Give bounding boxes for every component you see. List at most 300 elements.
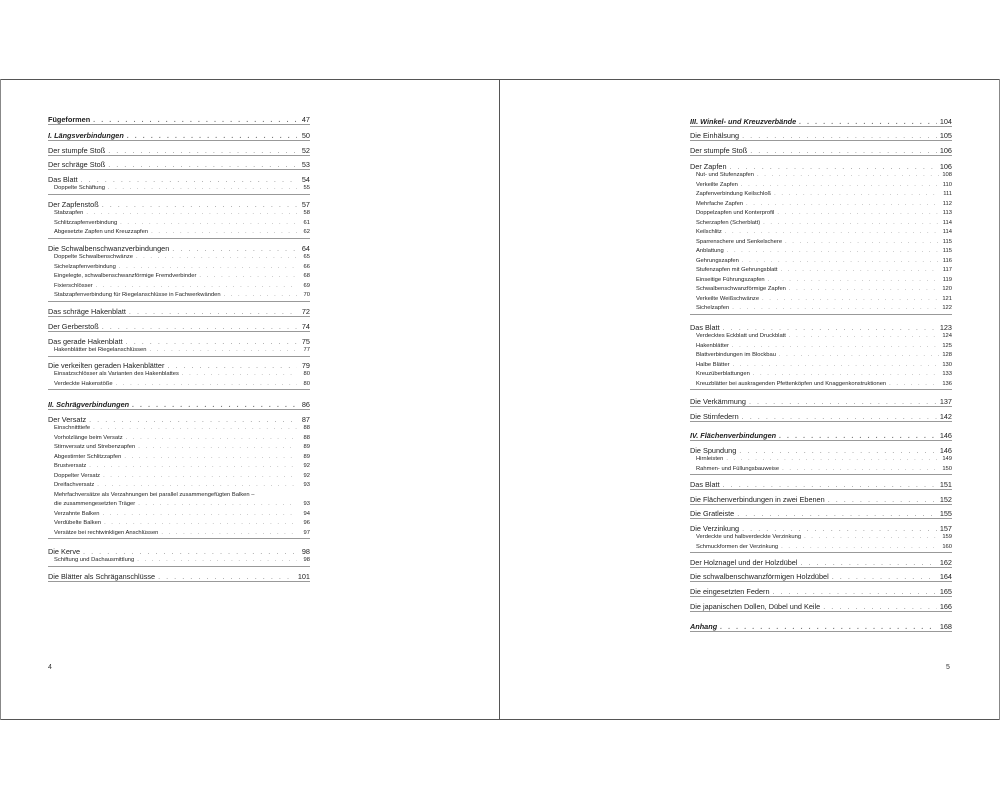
toc-subentry	[690, 276, 952, 286]
dot-leader	[161, 529, 297, 539]
toc-entry-title: Die Verkämmung	[690, 397, 746, 406]
section-divider	[48, 238, 310, 239]
toc-subentry	[48, 519, 310, 529]
toc-subentry	[48, 253, 310, 263]
toc-entry-title: Der Versatz	[48, 415, 87, 424]
toc-entry-title: Das gerade Hakenblatt	[48, 337, 123, 346]
toc-entry-title: Die Blätter als Schräganschlüsse	[48, 572, 156, 581]
toc-page-number: 64	[301, 244, 310, 253]
toc-entry	[48, 337, 310, 346]
toc-entry-title: Das schräge Hakenblatt	[48, 307, 126, 316]
toc-section	[690, 587, 952, 597]
toc-entry-title: I. Längsverbindungen	[48, 131, 124, 140]
dot-leader	[151, 228, 297, 238]
toc-page-number: 47	[301, 115, 310, 124]
toc-subentry	[48, 529, 310, 539]
toc-subentry	[48, 209, 310, 219]
toc-page-number: 62	[303, 229, 310, 235]
toc-entry-title: Der stumpfe Stoß	[690, 146, 748, 155]
book-spine	[499, 79, 500, 720]
toc-section	[48, 415, 310, 539]
toc-entry-title: IV. Flächenverbindungen	[690, 431, 777, 440]
toc-entry	[48, 415, 310, 424]
section-divider	[48, 538, 310, 539]
toc-page-number: 98	[301, 547, 310, 556]
toc-entry-title: Einseitige Führungszapfen	[696, 276, 765, 283]
section-divider	[48, 581, 310, 582]
toc-subentry	[48, 380, 310, 390]
toc-entry	[690, 131, 952, 140]
toc-page-number: 120	[942, 286, 952, 292]
toc-entry-title: Einsatzschlösser als Varianten des Hakenblattes	[54, 371, 179, 377]
dot-leader	[773, 587, 937, 596]
toc-page-number: 104	[939, 117, 952, 126]
toc-part-heading	[48, 131, 310, 140]
toc-entry-title: Verdecktes Eckblatt und Druckblatt	[696, 333, 786, 339]
toc-page-number: 124	[942, 333, 952, 339]
toc-page-number: 54	[301, 175, 310, 184]
toc-entry-title: Halbe Blätter	[696, 361, 730, 368]
toc-entry-title: Die Spundung	[690, 446, 737, 455]
toc-entry-title: Verdübelte Balken	[54, 520, 102, 526]
dot-leader	[720, 622, 937, 631]
dot-leader	[119, 263, 297, 273]
toc-page-number: 150	[942, 465, 952, 472]
toc-page-number: 115	[942, 238, 952, 245]
dot-leader	[823, 602, 937, 611]
toc-page-number: 146	[939, 446, 952, 455]
toc-entry-title: Die Gratleiste	[690, 509, 735, 518]
toc-entry-title: Hakenblätter bei Riegelanschlüssen	[54, 347, 147, 353]
toc-subentry	[48, 228, 310, 238]
toc-page-number: 69	[303, 282, 310, 289]
toc-subentry	[690, 342, 952, 352]
toc-subentry	[690, 247, 952, 257]
toc-subentry	[690, 266, 952, 276]
dot-leader	[746, 200, 939, 210]
toc-subentry	[48, 443, 310, 453]
toc-subentry	[690, 361, 952, 371]
toc-entry-title: Mehrfache Zapfen	[696, 200, 744, 207]
left-page-number: 4	[48, 664, 52, 671]
toc-section	[690, 323, 952, 390]
section-divider	[690, 611, 952, 612]
toc-section	[48, 547, 310, 567]
toc-entry-title: Der Holznagel und der Holzdübel	[690, 558, 798, 567]
toc-subentry	[690, 455, 952, 465]
toc-entry-title: Einschnitttiefe	[54, 425, 91, 431]
left-page-edge	[0, 79, 1, 720]
toc-page-number: 65	[303, 254, 310, 260]
toc-section	[48, 361, 310, 390]
toc-section	[690, 446, 952, 475]
toc-entry-title: Blattverbindungen im Blockbau	[696, 352, 776, 358]
toc-section	[690, 397, 952, 407]
toc-page-number: 137	[939, 397, 952, 406]
dot-leader	[104, 519, 297, 529]
toc-page-number: 119	[942, 276, 952, 283]
toc-entry-title: Zapfenverbindung Keilschloß	[696, 191, 772, 197]
toc-subentry	[690, 209, 952, 219]
toc-entry-title: Sparrenschere und Senkelschere	[696, 238, 783, 245]
toc-subentry	[690, 171, 952, 181]
dot-leader	[132, 400, 297, 409]
dot-leader	[889, 380, 939, 390]
section-divider	[690, 596, 952, 597]
toc-section	[690, 602, 952, 612]
section-divider	[48, 409, 310, 410]
toc-page-number: 151	[939, 480, 952, 489]
toc-entry-title: Schmuckformen der Verzinkung	[696, 543, 779, 550]
dot-leader	[779, 351, 939, 361]
toc-page-number: 87	[301, 415, 310, 424]
toc-section	[48, 322, 310, 332]
toc-entry-title: Dreifachversatz	[54, 482, 95, 488]
toc-page-number: 68	[303, 273, 310, 279]
toc-entry-title: Schwalbenschwanzförmige Zapfen	[696, 286, 786, 292]
toc-page-number: 105	[939, 131, 952, 140]
toc-entry-title: Rahmen- und Füllungsbauweise	[696, 465, 780, 472]
toc-entry-title: Der Zapfenstoß	[48, 200, 99, 209]
dot-leader	[120, 219, 297, 229]
toc-page-number: 89	[303, 444, 310, 450]
toc-entry-title: Stabzapfen	[54, 210, 84, 216]
toc-entry-title: Eingelegte, schwalbenschwanzförmige Fremdverbinder	[54, 273, 197, 279]
dot-leader	[97, 481, 297, 491]
toc-entry	[690, 495, 952, 504]
toc-subentry	[690, 370, 952, 380]
toc-entry-title: Die Kerve	[48, 547, 81, 556]
toc-part-heading	[690, 117, 952, 126]
toc-page-number: 86	[301, 400, 310, 409]
toc-subentry	[48, 462, 310, 472]
section-divider	[690, 126, 952, 127]
dot-leader	[102, 510, 297, 520]
toc-subentry	[48, 424, 310, 434]
section-divider	[690, 504, 952, 505]
toc-section	[48, 200, 310, 239]
dot-leader	[137, 556, 297, 566]
dot-leader	[723, 480, 937, 489]
toc-entry	[690, 558, 952, 567]
toc-entry-title: Fügeformen	[48, 115, 91, 124]
section-divider	[690, 631, 952, 632]
section-divider	[690, 155, 952, 156]
toc-subentry	[48, 556, 310, 566]
dot-leader	[730, 162, 937, 171]
toc-entry-title: Gehrungszapfen	[696, 257, 739, 264]
toc-page-number: 61	[303, 219, 310, 226]
section-divider	[690, 581, 952, 582]
dot-leader	[749, 397, 937, 406]
toc-page-number: 114	[942, 229, 952, 235]
toc-entry-title: III. Winkel- und Kreuzverbände	[690, 117, 797, 126]
toc-page-number: 115	[942, 248, 952, 254]
dot-leader	[733, 361, 939, 371]
toc-page-number: 160	[942, 543, 952, 550]
toc-subentry	[690, 200, 952, 210]
dot-leader	[725, 228, 939, 238]
toc-section	[48, 160, 310, 170]
section-divider	[690, 440, 952, 441]
toc-page-number: 80	[303, 380, 310, 387]
toc-page-number: 88	[303, 434, 310, 441]
toc-page-number: 101	[297, 572, 310, 581]
dot-leader	[768, 276, 939, 286]
right-page-number: 5	[946, 664, 950, 671]
toc-entry-title: Hakenblätter	[696, 342, 729, 349]
toc-page-number: 96	[303, 520, 310, 526]
dot-leader	[182, 370, 297, 380]
toc-entry-title: Die schwalbenschwanzförmigen Holzdübel	[690, 572, 829, 581]
toc-subentry	[690, 543, 952, 553]
section-divider	[48, 356, 310, 357]
dot-leader	[108, 184, 297, 194]
section-divider	[690, 421, 952, 422]
dot-leader	[804, 533, 939, 543]
toc-page-number: 155	[939, 509, 952, 518]
toc-entry-title: Die Flächenverbindungen in zwei Ebenen	[690, 495, 825, 504]
toc-entry-title: Der schräge Stoß	[48, 160, 106, 169]
dot-leader	[799, 117, 937, 126]
dot-leader	[93, 424, 297, 434]
toc-entry-title: die zusammengesetzten Träger	[54, 501, 136, 507]
toc-page-number: 122	[942, 305, 952, 311]
toc-entry	[690, 480, 952, 489]
toc-section	[690, 622, 952, 632]
toc-entry	[690, 587, 952, 596]
toc-entry-title: Das Blatt	[690, 323, 720, 332]
toc-entry-title: Anhang	[690, 622, 718, 631]
dot-leader	[138, 500, 297, 510]
toc-page-number: 58	[303, 210, 310, 216]
toc-page-number: 112	[942, 200, 952, 207]
toc-subentry	[690, 304, 952, 314]
toc-page-number: 113	[942, 210, 952, 216]
toc-entry	[48, 160, 310, 169]
toc-entry-title: Stufenzapfen mit Gehrungsblatt	[696, 267, 778, 273]
toc-entry-title: Das Blatt	[690, 480, 720, 489]
section-divider	[48, 169, 310, 170]
toc-section	[48, 115, 310, 125]
toc-subentry	[48, 263, 310, 273]
toc-entry-title: Mehrfachversätze als Verzahnungen bei parallel zusammengefügten Balken –	[54, 491, 255, 498]
toc-page-number: 114	[942, 219, 952, 226]
section-divider	[48, 566, 310, 567]
toc-entry-title: Stabzapfenverbindung für Riegelanschlüsse in Fachwerkwänden	[54, 292, 221, 298]
toc-page-number: 128	[942, 352, 952, 358]
toc-entry-title: Hirnleisten	[696, 456, 724, 462]
toc-page-number: 106	[939, 162, 952, 171]
toc-entry-title: Sichelzapfen	[696, 305, 730, 311]
toc-page-number: 53	[301, 160, 310, 169]
toc-page-number: 116	[942, 257, 952, 264]
toc-section	[690, 412, 952, 422]
dot-leader	[127, 131, 297, 140]
toc-page-number: 57	[301, 200, 310, 209]
toc-page-number: 52	[301, 146, 310, 155]
dot-leader	[108, 160, 297, 169]
section-divider	[48, 155, 310, 156]
dot-leader	[126, 337, 297, 346]
toc-page-number: 164	[939, 572, 952, 581]
toc-entry-title: Nut- und Stufenzapfen	[696, 172, 755, 178]
toc-entry	[690, 572, 952, 581]
toc-entry-title: Verkeilte Weißschwänze	[696, 295, 760, 302]
dot-leader	[102, 200, 297, 209]
toc-entry-title: II. Schrägverbindungen	[48, 400, 130, 409]
dot-leader	[750, 146, 937, 155]
dot-leader	[158, 572, 295, 581]
toc-entry-title: Die japanischen Dollen, Dübel und Keile	[690, 602, 821, 611]
toc-section	[48, 131, 310, 141]
toc-page-number: 55	[303, 185, 310, 191]
toc-entry	[690, 602, 952, 611]
toc-subentry	[690, 219, 952, 229]
dot-leader	[742, 131, 937, 140]
toc-entry	[690, 446, 952, 455]
toc-entry-title: Schiftung und Dachausmittlung	[54, 557, 135, 563]
toc-entry-title: Die Einhälsung	[690, 131, 740, 140]
dot-leader	[785, 238, 939, 248]
toc-entry-title: Sichelzapfenverbindung	[54, 263, 116, 270]
toc-subentry	[690, 181, 952, 191]
section-divider	[690, 552, 952, 553]
toc-entry	[48, 200, 310, 209]
dot-leader	[739, 446, 937, 455]
section-divider	[48, 301, 310, 302]
toc-entry-title: Die Verzinkung	[690, 524, 740, 533]
toc-entry	[48, 572, 310, 581]
toc-page-number: 97	[303, 529, 310, 536]
toc-entry	[48, 547, 310, 556]
dot-leader	[763, 219, 939, 229]
toc-entry-title: Verkeilte Zapfen	[696, 181, 738, 188]
dot-leader	[781, 543, 939, 553]
toc-subentry	[690, 332, 952, 342]
toc-section	[48, 244, 310, 302]
section-divider	[690, 314, 952, 315]
toc-section	[690, 480, 952, 490]
toc-entry-title: Die verkeilten geraden Hakenblätter	[48, 361, 165, 370]
toc-section	[690, 117, 952, 127]
toc-subentry	[690, 238, 952, 248]
toc-subentry	[690, 228, 952, 238]
toc-subentry	[48, 272, 310, 282]
toc-page-number: 70	[303, 292, 310, 298]
section-divider	[48, 140, 310, 141]
dot-leader	[138, 443, 297, 453]
toc-page-number: 79	[301, 361, 310, 370]
section-divider	[690, 567, 952, 568]
dot-leader	[741, 181, 939, 191]
toc-entry-title: Verdeckte und halbverdeckte Verzinkung	[696, 534, 802, 540]
toc-subentry	[690, 351, 952, 361]
dot-leader	[89, 415, 297, 424]
dot-leader	[742, 524, 937, 533]
toc-section	[48, 146, 310, 156]
dot-leader	[116, 380, 297, 390]
toc-subentry	[48, 510, 310, 520]
toc-page-number: 110	[942, 181, 952, 188]
toc-entry	[690, 162, 952, 171]
toc-page-number: 72	[301, 307, 310, 316]
toc-subentry	[690, 295, 952, 305]
toc-subentry	[690, 533, 952, 543]
toc-entry-title: Die Stirnfedern	[690, 412, 739, 421]
toc-page-number: 136	[942, 380, 952, 387]
toc-section	[690, 162, 952, 315]
toc-page-number: 123	[939, 323, 952, 332]
toc-page-number: 66	[303, 263, 310, 270]
dot-leader	[753, 370, 939, 380]
toc-section	[690, 524, 952, 553]
toc-entry-title: Vorholzlänge beim Versatz	[54, 434, 123, 441]
toc-page-number: 121	[942, 295, 952, 302]
toc-entry	[690, 146, 952, 155]
toc-page-number: 159	[942, 534, 952, 540]
toc-subentry	[690, 465, 952, 475]
toc-entry	[48, 115, 310, 124]
toc-page-number: 142	[939, 412, 952, 421]
toc-part-heading	[690, 622, 952, 631]
toc-entry-title: Die eingesetzten Federn	[690, 587, 770, 596]
section-divider	[48, 389, 310, 390]
toc-subentry	[690, 190, 952, 200]
dot-leader	[762, 295, 939, 305]
toc-entry	[48, 146, 310, 155]
toc-page-number: 130	[942, 361, 952, 368]
toc-subentry	[48, 184, 310, 194]
dot-leader	[789, 285, 939, 295]
dot-leader	[801, 558, 937, 567]
toc-subentry	[48, 219, 310, 229]
toc-page-number: 162	[939, 558, 952, 567]
toc-page-number: 98	[303, 557, 310, 563]
dot-leader	[774, 190, 939, 200]
toc-entry-title: Doppelzapfen und Konterprofil	[696, 210, 775, 216]
toc-entry-title: Abgesetzte Zapfen und Kreuzzapfen	[54, 229, 149, 235]
dot-leader	[86, 209, 297, 219]
dot-leader	[126, 434, 297, 444]
toc-page-number: 88	[303, 425, 310, 431]
toc-page-number: 93	[303, 501, 310, 507]
toc-subentry	[48, 472, 310, 482]
toc-subentry	[48, 453, 310, 463]
dot-leader	[757, 171, 939, 181]
toc-page-number: 165	[939, 587, 952, 596]
toc-subentry	[48, 291, 310, 301]
section-divider	[690, 518, 952, 519]
toc-subentry	[48, 491, 310, 501]
section-divider	[48, 124, 310, 125]
toc-entry-title: Doppelte Schäftung	[54, 185, 105, 191]
toc-entry-title: Verzahnte Balken	[54, 510, 100, 517]
toc-page-number: 77	[303, 347, 310, 353]
section-divider	[690, 389, 952, 390]
toc-entry	[690, 524, 952, 533]
toc-page-number: 125	[942, 342, 952, 349]
toc-entry-title: Scherzapfen (Scherblatt)	[696, 219, 761, 226]
dot-leader	[726, 455, 939, 465]
toc-page-number: 152	[939, 495, 952, 504]
toc-subentry	[690, 257, 952, 267]
toc-entry	[48, 361, 310, 370]
dot-leader	[779, 431, 937, 440]
toc-page-number: 89	[303, 453, 310, 460]
toc-entry-title: Verdeckte Hakenstöße	[54, 380, 113, 387]
toc-page-number: 149	[942, 456, 952, 462]
